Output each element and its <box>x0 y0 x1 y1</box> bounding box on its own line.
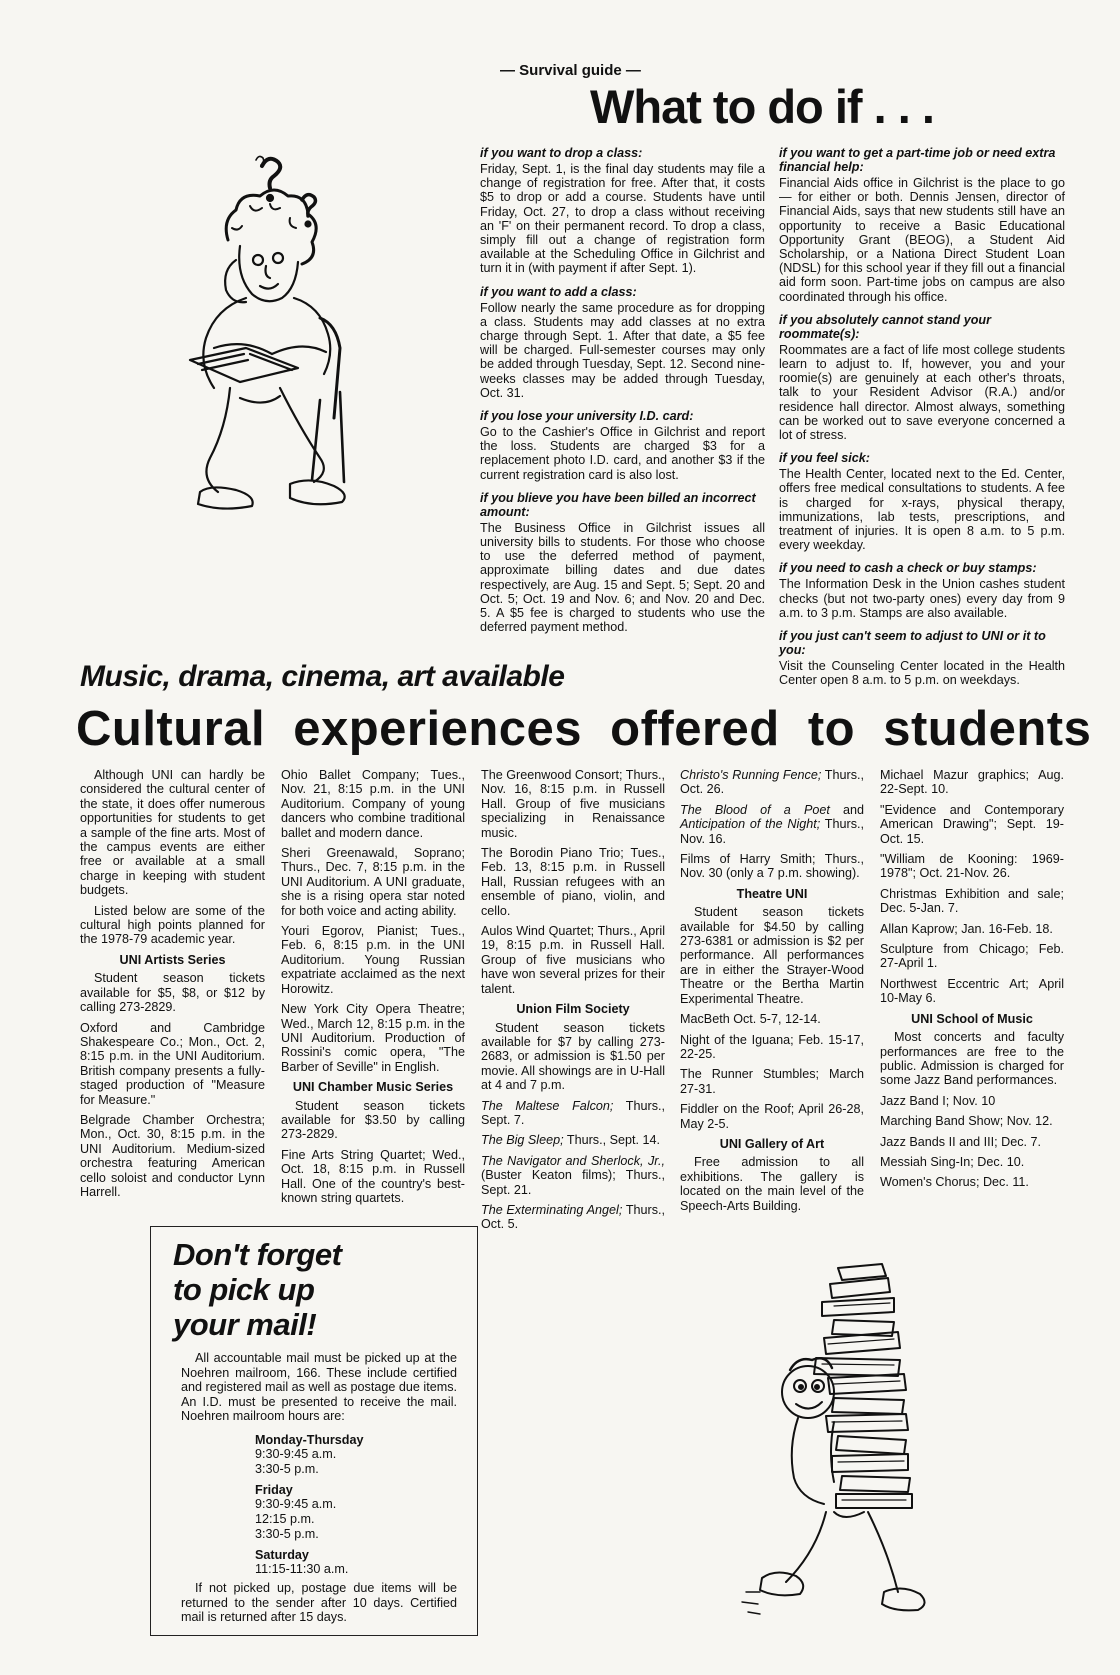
film-title: Christo's Running Fence; <box>680 768 822 782</box>
film-exterminating-angel <box>481 1203 665 1232</box>
film-title: The Exterminating Angel; <box>481 1202 623 1217</box>
answer-sick: The Health Center, located next to the Ed. Center, offers free medical consultations to students. A fee is charged for x-rays, physical therapy, immunizations, lab tests, prescriptions, and treatment of injuries. It is open 8 a.m. to 5 p.m. every weekday. <box>779 467 1065 553</box>
theatre-uni-heading: Theatre UNI <box>736 886 808 901</box>
culture-headline: Cultural experiences offered to students <box>76 702 1092 756</box>
mail-heading-line: your mail! <box>173 1307 317 1342</box>
question-roommate: if you absolutely cannot stand your roommate(s): <box>779 312 992 341</box>
question-add-class: if you want to add a class: <box>480 284 637 299</box>
survival-right-column <box>779 144 1065 696</box>
culture-column-3 <box>481 768 665 1238</box>
film-joiner: and <box>829 802 865 817</box>
film-title: The Maltese Falcon; <box>481 1098 614 1113</box>
exhibit-de-kooning: "William de Kooning: 1969-1978"; Oct. 21-Nov. 26. <box>880 852 1064 881</box>
question-drop-class: if you want to drop a class: <box>480 146 643 160</box>
hours-time: 9:30-9:45 a.m. <box>255 1497 337 1511</box>
survival-title: What to do if . . . <box>590 80 934 133</box>
answer-check-stamps: The Information Desk in the Union cashes student checks (but not two-party ones) every day from 9 a.m. to 3 p.m. Stamps are also available. <box>779 577 1065 620</box>
film-blood-of-poet <box>680 803 864 846</box>
play-fiddler: Fiddler on the Roof; April 26-28, May 2-5. <box>680 1102 864 1131</box>
culture-intro: Although UNI can hardly be considered the cultural center of the state, it does offer numerous opportunities for students to get a sample of the fine arts. Most of the campus events are either free or available at a small charge in keeping with student budgets. <box>80 768 265 898</box>
film-society-heading: Union Film Society <box>516 1002 630 1017</box>
film-date: Thurs., Nov. 16. <box>680 817 864 846</box>
film-date: (Buster Keaton films); Thurs., Sept. 21. <box>481 1168 665 1197</box>
gallery-info: Free admission to all exhibitions. The gallery is located on the main level of the Speech-Arts Building. <box>680 1155 864 1213</box>
event-oxford-cambridge: Oxford and Cambridge Shakespeare Co.; Mon., Oct. 2, 8:15 p.m. in the UNI Auditorium. British company presents a fully-staged production of "Measure for Measure." <box>80 1020 265 1107</box>
culture-column-1 <box>80 768 265 1205</box>
chamber-music-tickets: Student season tickets available for $3.50 by calling 273-2829. <box>281 1098 465 1142</box>
event-string-quartet: Fine Arts String Quartet; Wed., Oct. 18, 8:15 p.m. in Russell Hall. One of the country's best-known string quartets. <box>281 1147 465 1205</box>
answer-billing: The Business Office in Gilchrist issues all university bills to students. For those who choose to use the deferred method of payment, approximate billing dates and due dates respectively, are Aug. 15 and Sept. 5; Sept. 20 and Oct. 5; Oct. 19 and Nov. 6; and Nov. 20 and Dec. 5. A $5 fee is charged to students who use the deferred payment method. <box>480 520 765 635</box>
film-title: The Navigator and Sherlock, Jr., <box>481 1153 665 1168</box>
answer-job: Financial Aids office in Gilchrist is the place to go — for either or both. Dennis Jensen, director of Financial Aids, says that new students still have an opportunity to receive a Basic Educational Opportunity Grant (BEOG), a Student Aid Scholarship, or a Nationa Direct Student Loan (NDSL) for this school year if they fill out a financial aid form soon. Part-time jobs on campus are also coordinated through his office. <box>779 176 1065 304</box>
book-stack-illustration <box>738 1262 978 1638</box>
film-title: Anticipation of the Night; <box>680 817 821 832</box>
culture-column-4 <box>680 768 864 1219</box>
exhibit-kaprow: Allan Kaprow; Jan. 16-Feb. 18. <box>880 921 1053 936</box>
theatre-uni-tickets: Student season tickets available for $4.50 by calling 273-6381 or admission is $2 per performance. All performances are in either the Strayer-Wood Theatre or the Bertha Martin Experimental Theatre. <box>680 905 864 1006</box>
exhibit-christmas: Christmas Exhibition and sale; Dec. 5-Jan. 7. <box>880 886 1064 916</box>
gallery-heading: UNI Gallery of Art <box>719 1136 825 1151</box>
mail-heading-line: to pick up <box>173 1272 315 1307</box>
answer-drop-class: Friday, Sept. 1, is the final day students may file a change of registration for free. After that, it costs $5 to drop or add a course. Students have until Friday, Oct. 27, to drop a class without receiving an 'F' on their permanent record. To drop a class, simply fill out a change of registration form available at the Scheduling Office in Gilchrist and turn it in (with payment if after Sept. 1). <box>480 162 765 276</box>
event-greenwood: The Greenwood Consort; Thurs., Nov. 16, 8:15 p.m. in Russell Hall. Group of five musicians specializing in Renaissance music. <box>481 768 665 840</box>
film-title: The Big Sleep; <box>481 1133 564 1148</box>
film-date: Thurs., Sept. 7. <box>481 1098 665 1127</box>
event-ohio-ballet: Ohio Ballet Company; Tues., Nov. 21, 8:15 p.m. in the UNI Auditorium. Company of young dancers who combine traditional ballet and modern dance. <box>281 768 465 840</box>
answer-lost-id: Go to the Cashier's Office in Gilchrist and report the loss. Students are charged $3 for a replacement photo I.D. card, and another $3 if the current registration card is also lost. <box>480 425 765 482</box>
mail-heading <box>173 1237 341 1342</box>
event-belgrade: Belgrade Chamber Orchestra; Mon., Oct. 30, 8:15 p.m. in the UNI Auditorium. Medium-sized orchestra featuring American cello soloist and conductor Lynn Harrell. <box>80 1112 265 1199</box>
event-egorov: Youri Egorov, Pianist; Tues., Feb. 6, 8:15 p.m. in the UNI Auditorium. Young Russian expatriate acclaimed as the next Horowitz. <box>281 924 465 996</box>
puzzled-student-illustration <box>170 148 380 538</box>
artists-series-heading: UNI Artists Series <box>119 952 226 967</box>
film-date: Thurs., Oct. 5. <box>481 1202 666 1232</box>
mail-heading-line: Don't forget <box>173 1237 342 1272</box>
school-of-music-info: Most concerts and faculty performances are free to the public. Admission is charged for some Jazz Band performances. <box>880 1030 1064 1088</box>
mail-body: All accountable mail must be picked up at the Noehren mailroom, 166. These include certified and registered mail as well as postage due items. An I.D. must be presented to receive the mail. Noehren mailroom hours are: <box>181 1351 457 1423</box>
artists-series-tickets: Student season tickets available for $5, $8, or $12 by calling 273-2829. <box>80 971 265 1015</box>
hours-time: 11:15-11:30 a.m. <box>255 1562 349 1576</box>
film-harry-smith: Films of Harry Smith; Thurs., Nov. 30 (only a 7 p.m. showing). <box>680 852 864 881</box>
hours-day: Friday <box>255 1483 293 1497</box>
question-job: if you want to get a part-time job or need extra financial help: <box>779 146 1056 174</box>
school-of-music-heading: UNI School of Music <box>911 1011 1033 1026</box>
exhibit-sculpture: Sculpture from Chicago; Feb. 27-April 1. <box>880 942 1064 971</box>
film-date: Thurs., Sept. 14. <box>563 1133 660 1148</box>
mail-hours <box>255 1427 363 1577</box>
survival-left-column <box>480 144 765 643</box>
survival-kicker: — Survival guide — <box>500 62 641 79</box>
question-lost-id: if you lose your university I.D. card: <box>480 409 694 424</box>
film-title: The Blood of a Poet <box>680 802 830 817</box>
event-greenawald: Sheri Greenawald, Soprano; Thurs., Dec. 7, 8:15 p.m. in the UNI Auditorium. A UNI graduate, she is a rising opera star noted for both voice and acting ability. <box>281 846 465 918</box>
event-nyc-opera: New York City Opera Theatre; Wed., March 12, 8:15 p.m. in the UNI Auditorium. Production of Rossini's comic opera, "The Barber of Seville" in English. <box>281 1002 465 1074</box>
exhibit-northwest: Northwest Eccentric Art; April 10-May 6. <box>880 976 1064 1006</box>
answer-adjust: Visit the Counseling Center located in the Health Center open 8 a.m. to 5 p.m. on weekdays. <box>779 659 1065 688</box>
culture-column-2 <box>281 768 465 1211</box>
film-running-fence <box>680 768 864 797</box>
hours-day: Saturday <box>255 1548 309 1562</box>
film-navigator <box>481 1154 665 1197</box>
hours-time: 12:15 p.m. <box>255 1512 315 1526</box>
mail-notice-box <box>150 1226 478 1636</box>
chamber-music-heading: UNI Chamber Music Series <box>292 1080 454 1095</box>
film-society-tickets: Student season tickets available for $7 by calling 273-2683, or admission is $1.50 per movie. All showings are in U-Hall at 4 and 7 p.m. <box>481 1020 665 1093</box>
culture-kicker: Music, drama, cinema, art available <box>80 660 565 693</box>
music-event: Jazz Bands II and III; Dec. 7. <box>880 1134 1042 1149</box>
answer-roommate: Roommates are a fact of life most college students learn to adjust to. If, however, you and your roomie(s) are genuinely at each other's throats, talk to your Resident Advisor (R.A.) and/or residence hall director. Almost always, something can be worked out to save everyone concerned a lot of stress. <box>779 342 1065 443</box>
hours-day: Monday-Thursday <box>255 1433 364 1447</box>
music-event: Messiah Sing-In; Dec. 10. <box>880 1154 1025 1169</box>
music-event: Women's Chorus; Dec. 11. <box>880 1175 1029 1190</box>
question-sick: if you feel sick: <box>779 451 870 466</box>
film-maltese-falcon <box>481 1099 665 1128</box>
question-check-stamps: if you need to cash a check or buy stamps: <box>779 561 1037 576</box>
question-adjust: if you just can't seem to adjust to UNI or it to you: <box>779 629 1046 658</box>
play-iguana: Night of the Iguana; Feb. 15-17, 22-25. <box>680 1032 864 1061</box>
exhibit-evidence: "Evidence and Contemporary American Drawing"; Sept. 19-Oct. 15. <box>880 802 1064 846</box>
film-date: Thurs., Oct. 26. <box>680 768 864 797</box>
question-billing: if you blieve you have been billed an incorrect amount: <box>480 490 756 519</box>
event-aulos: Aulos Wind Quartet; Thurs., April 19, 8:15 p.m. in Russell Hall. Group of five musicians who have won several prizes for their talent. <box>481 924 665 996</box>
play-macbeth: MacBeth Oct. 5-7, 12-14. <box>680 1012 821 1027</box>
hours-time: 3:30-5 p.m. <box>255 1462 319 1476</box>
music-event: Jazz Band I; Nov. 10 <box>880 1093 996 1108</box>
exhibit-mazur: Michael Mazur graphics; Aug. 22-Sept. 10. <box>880 768 1064 797</box>
hours-time: 9:30-9:45 a.m. <box>255 1447 337 1461</box>
event-borodin: The Borodin Piano Trio; Tues., Feb. 13, 8:15 p.m. in Russell Hall, Russian refugees with an ensemble of piano, violin, and cello. <box>481 846 665 918</box>
mail-footer: If not picked up, postage due items will be returned to the sender after 10 days. Certified mail is returned after 15 days. <box>181 1581 457 1624</box>
culture-column-5 <box>880 768 1064 1196</box>
film-big-sleep <box>481 1133 665 1147</box>
answer-add-class: Follow nearly the same procedure as for dropping a class. Students may add classes at no extra charge through Sept. 1. After that date, a $5 fee will be charged. Full-semester courses may only be added through Tuesday, Sept. 12. Second nine-weeks classes may be added through Tuesday, Oct. 31. <box>480 300 765 400</box>
culture-intro-2: Listed below are some of the cultural high points planned for the 1978-79 academic year. <box>80 903 265 947</box>
hours-time: 3:30-5 p.m. <box>255 1527 319 1541</box>
play-runner-stumbles: The Runner Stumbles; March 27-31. <box>680 1067 864 1096</box>
music-event: Marching Band Show; Nov. 12. <box>880 1114 1053 1129</box>
